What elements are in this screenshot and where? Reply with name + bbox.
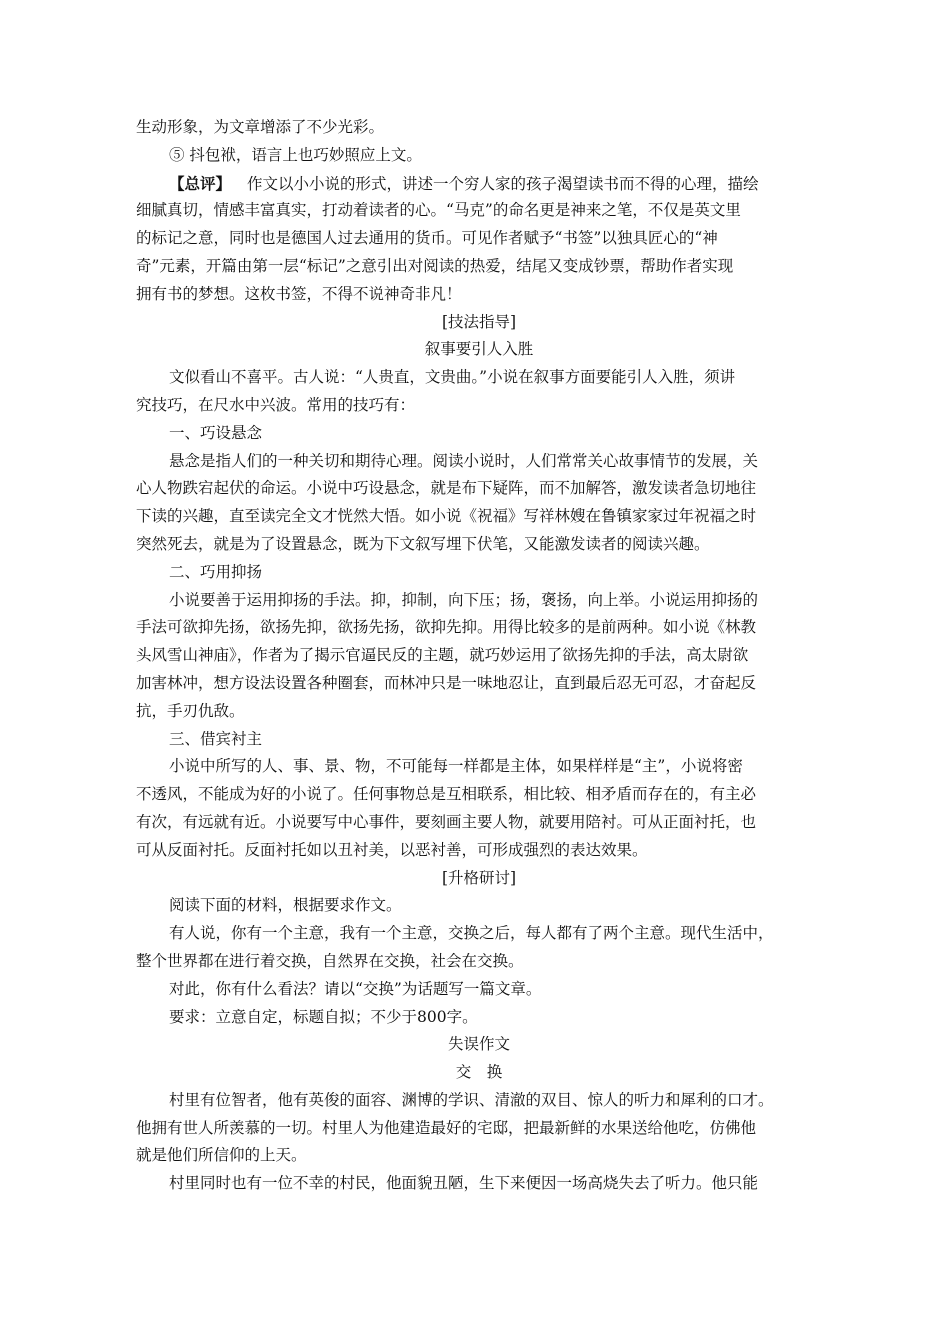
review-label: 【总评】 — [169, 173, 232, 193]
text-line: 他拥有世人所羡慕的一切。村里人为他建造最好的宅邸，把最新鲜的水果送给他吃，仿佛他 — [136, 1118, 757, 1137]
text-line: 阅读下面的材料，根据要求作文。 — [169, 896, 402, 915]
text-line: 下读的兴趣，直至读完全文才恍然大悟。如小说《祝福》写祥林嫂在鲁镇家家过年祝福之时 — [136, 507, 757, 526]
text-line: 有人说，你有一个主意，我有一个主意，交换之后，每人都有了两个主意。现代生活中， — [169, 924, 774, 943]
section-heading: [技法指导] — [441, 312, 517, 331]
text-line: 究技巧，在尺水中兴波。常用的技巧有： — [136, 395, 416, 414]
text-line: 不透风，不能成为好的小说了。任何事物总是互相联系，相比较、相矛盾而存在的，有主必 — [136, 785, 757, 804]
subheading: 一、巧设悬念 — [169, 423, 263, 442]
text-line: 对此，你有什么看法？请以“交换”为话题写一篇文章。 — [169, 979, 542, 998]
text-line: 拥有书的梦想。这枚书签，不得不说神奇非凡！ — [136, 284, 462, 303]
text-line: 抗，手刃仇敌。 — [136, 701, 245, 720]
text-line: 小说要善于运用抑扬的手法。抑，抑制，向下压；扬，褒扬，向上举。小说运用抑扬的 — [169, 590, 759, 609]
text-line: 细腻真切，情感丰富真实，打动着读者的心。“马克”的命名更是神来之笔，不仅是英文里 — [136, 201, 741, 220]
text-line: 就是他们所信仰的上天。 — [136, 1146, 307, 1165]
text-line: 可从反面衬托。反面衬托如以丑衬美，以恶衬善，可形成强烈的表达效果。 — [136, 840, 648, 859]
section-heading: 失误作文 — [447, 1035, 510, 1054]
text-line: 的标记之意，同时也是德国人过去通用的货币。可见作者赋予“书签”以独具匠心的“神 — [136, 229, 718, 248]
review-paragraph-first-line — [136, 170, 822, 198]
text-line: 头风雪山神庙》，作者为了揭示官逼民反的主题，就巧妙运用了欲扬先抑的手法，高太尉欲 — [136, 646, 749, 665]
text-line: 奇”元素，开篇由第一层“标记”之意引出对阅读的热爱，结尾又变成钞票，帮助作者实现 — [136, 256, 734, 275]
text-line: 突然死去，就是为了设置悬念，既为下文叙写埋下伏笔，又能激发读者的阅读兴趣。 — [136, 534, 710, 553]
text-line: 村里有位智者，他有英俊的面容、渊博的学识、清澈的双目、惊人的听力和犀利的口才。 — [169, 1090, 774, 1109]
text-line: ⑤ 抖包袱，语言上也巧妙照应上文。 — [169, 145, 422, 164]
subheading: 三、借宾衬主 — [169, 729, 263, 748]
text-line: 悬念是指人们的一种关切和期待心理。阅读小说时，人们常常关心故事情节的发展，关 — [169, 451, 759, 470]
text-line: 手法可欲抑先扬，欲扬先抑，欲扬先扬，欲抑先抑。用得比较多的是前两种。如小说《林教 — [136, 618, 757, 637]
text-line: 有次，有远就有近。小说要写中心事件，要刻画主要人物，就要用陪衬。可从正面衬托，也 — [136, 812, 757, 831]
text-line: 村里同时也有一位不幸的村民，他面貌丑陋，生下来便因一场高烧失去了听力。他只能 — [169, 1174, 759, 1193]
text-line: 生动形象，为文章增添了不少光彩。 — [136, 118, 385, 136]
text-line: 小说中所写的人、事、景、物，不可能每一样都是主体，如果样样是“主”，小说将密 — [169, 757, 743, 776]
section-title: 叙事要引人入胜 — [424, 340, 534, 359]
text-line: 加害林冲，想方设法设置各种圈套，而林冲只是一味地忍让，直到最后忍无可忍，才奋起反 — [136, 673, 757, 692]
essay-title: 交 换 — [455, 1063, 503, 1082]
text-line: 心人物跌宕起伏的命运。小说中巧设悬念，就是布下疑阵，而不加解答，激发读者急切地往 — [136, 479, 757, 498]
document-page — [136, 114, 822, 1198]
section-heading: [升格研讨] — [441, 868, 517, 887]
text-line: 整个世界都在进行着交换，自然界在交换，社会在交换。 — [136, 951, 524, 970]
text-line: 文似看山不喜平。古人说：“人贵直，文贵曲。”小说在叙事方面要能引人入胜，须讲 — [169, 368, 736, 387]
subheading: 二、巧用抑扬 — [169, 562, 263, 581]
text-line: 作文以小小说的形式，讲述一个穷人家的孩子渴望读书而不得的心理，描绘 — [247, 174, 759, 193]
text-line: 要求：立意自定，标题自拟；不少于800字。 — [169, 1007, 478, 1026]
